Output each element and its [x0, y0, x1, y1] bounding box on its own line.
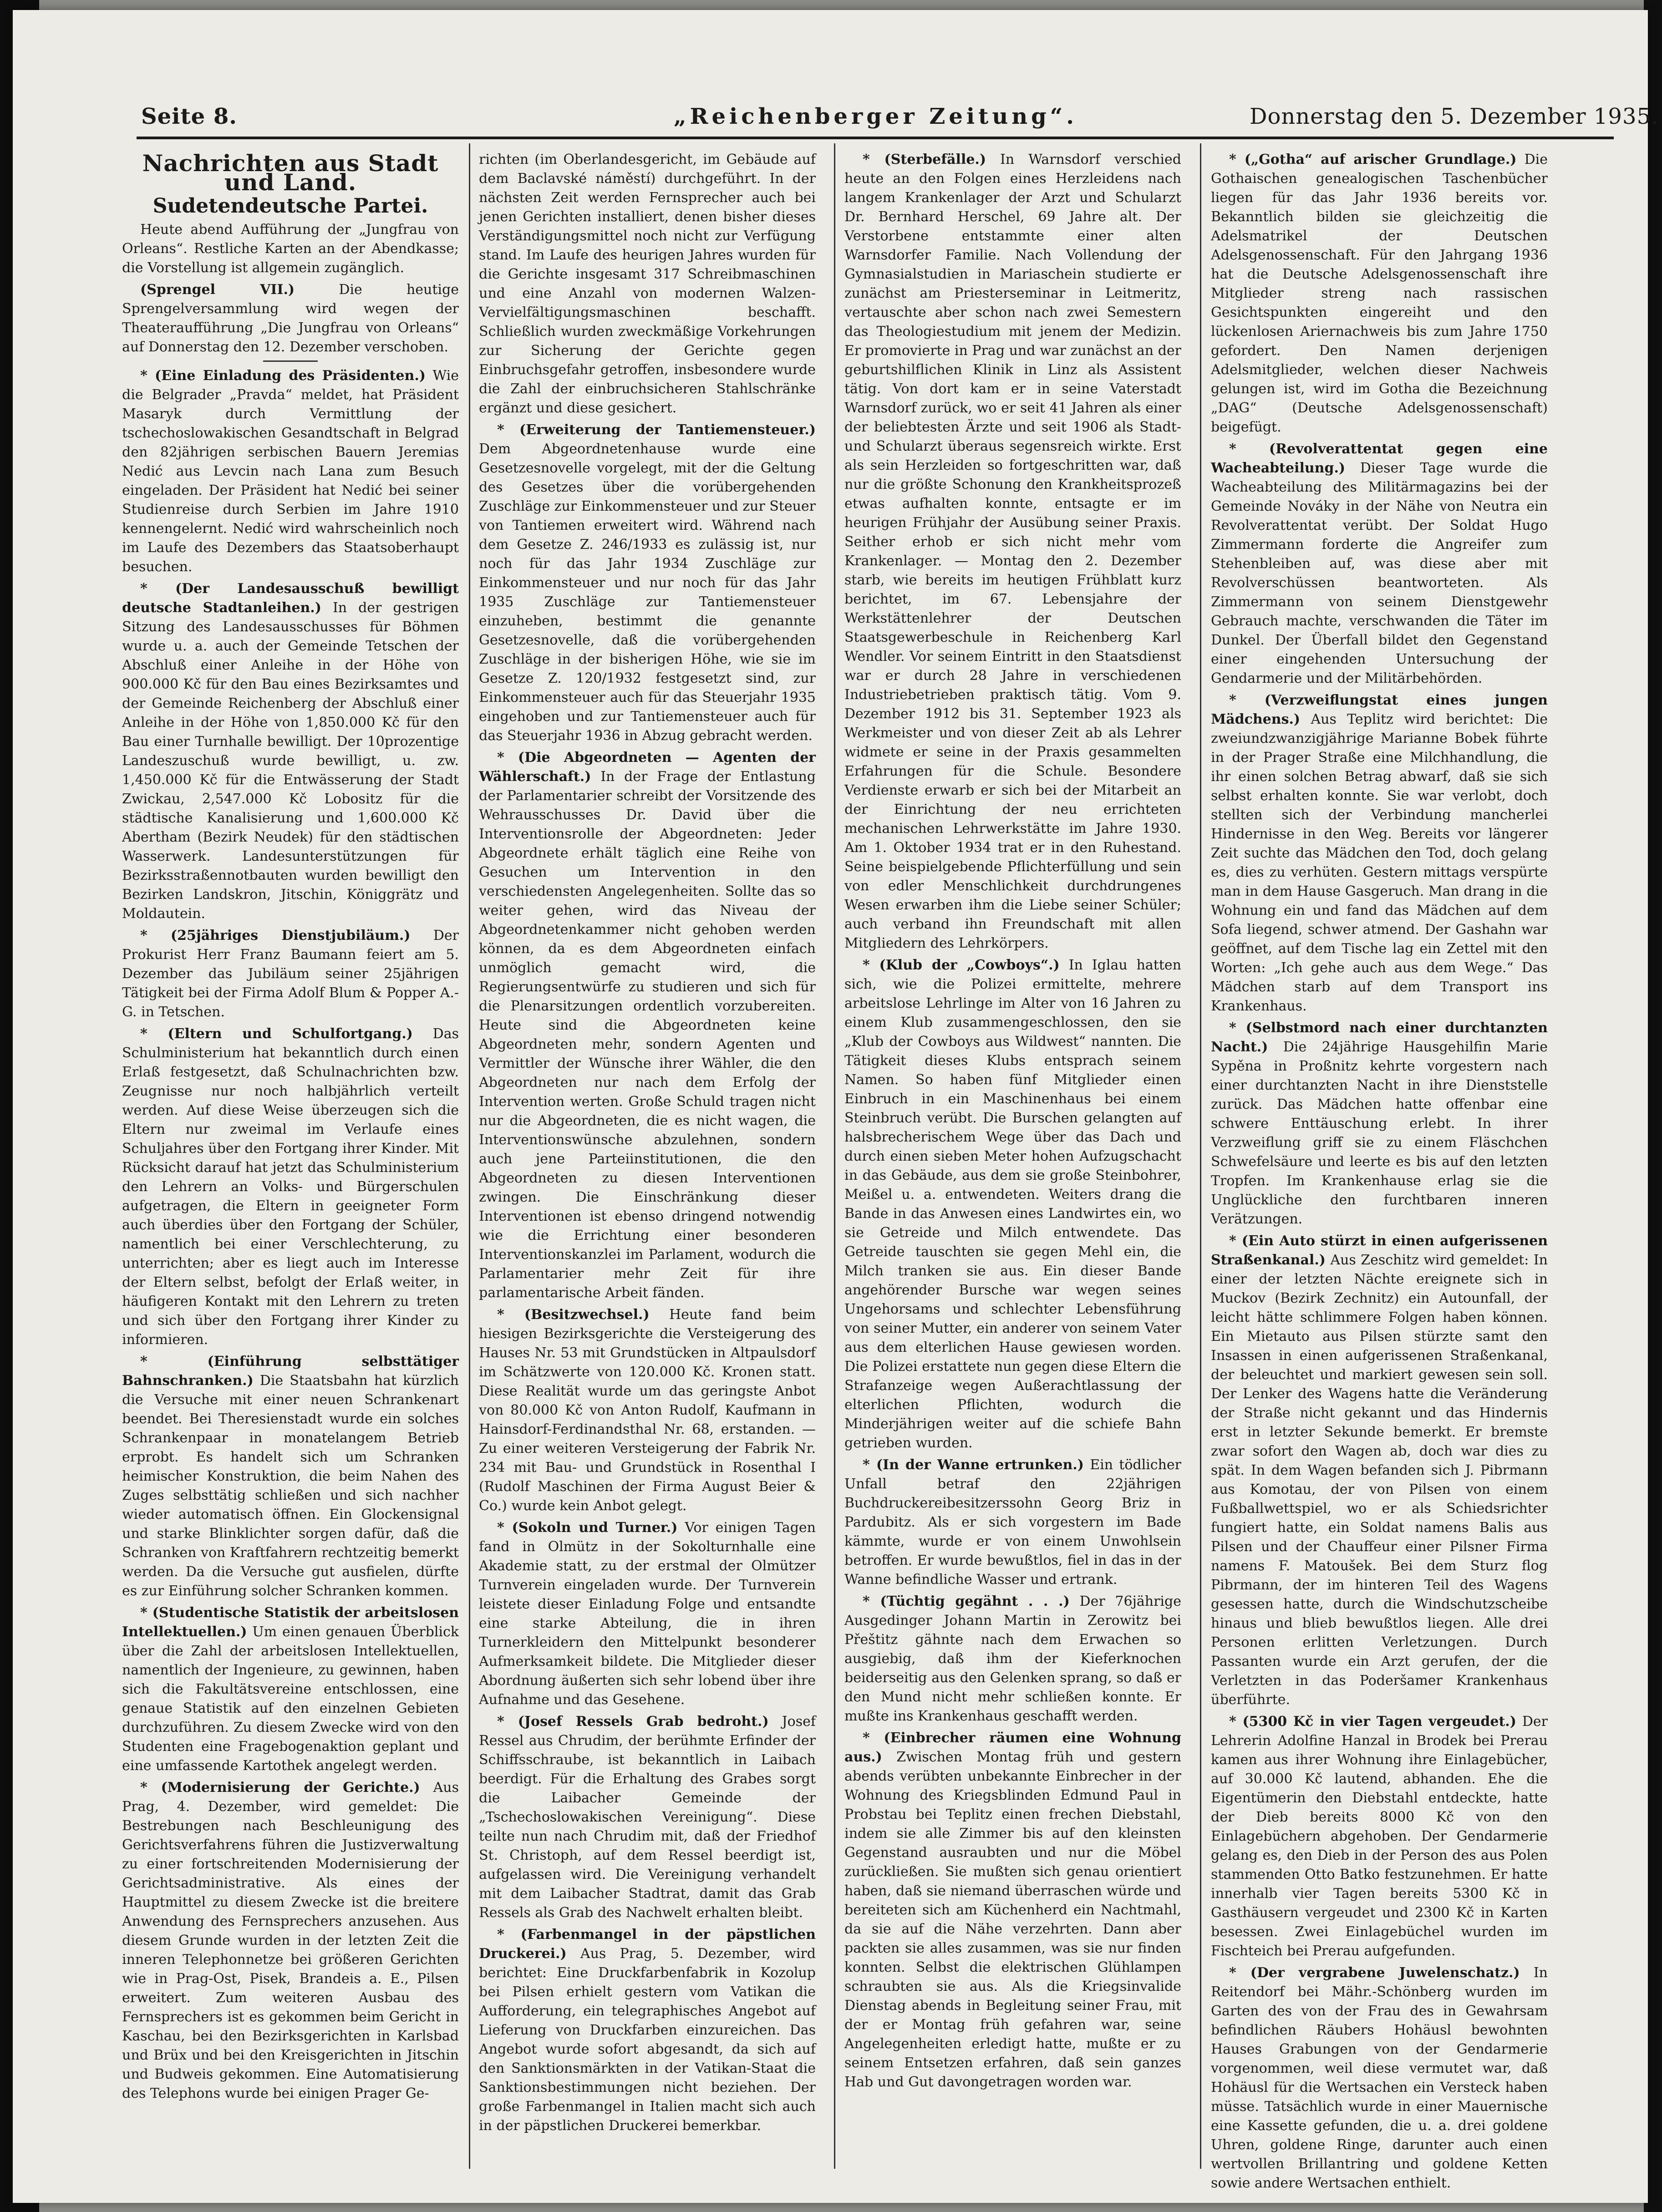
news-item [479, 1712, 816, 1923]
column-divider [834, 143, 835, 2169]
news-headline: * (Sterbefälle.) [863, 152, 986, 167]
news-item [479, 748, 816, 1303]
news-headline: * (Sokoln und Turner.) [497, 1520, 678, 1536]
news-headline: * (Selbstmord nach einer durchtanzten Nacht.) [1211, 1020, 1548, 1055]
news-item [122, 926, 459, 1022]
news-item [844, 1592, 1181, 1726]
news-item [122, 1603, 459, 1776]
news-item [844, 956, 1181, 1453]
news-body: Die heutige Sprengelversammlung wird wegen der Theateraufführung „Die Jungfrau von Orleans“ auf Donnerstag den 12. Dezember verschoben. [122, 282, 459, 355]
news-headline: * (Modernisierung der Gerichte.) [140, 1780, 420, 1796]
news-headline: * (Farbenmangel in der päpstlichen Druckerei.) [479, 1927, 816, 1962]
news-item [479, 150, 816, 418]
news-body: Der Prokurist Herr Franz Baumann feiert am 5. Dezember das Jubiläum seiner 25jährigen Tätigkeit bei der Firma Adolf Blum & Popper A.-G. in Tetschen. [122, 928, 459, 1020]
news-item [1211, 1232, 1548, 1710]
news-item [479, 1518, 816, 1710]
news-item [479, 1925, 816, 2136]
news-item [122, 1352, 459, 1601]
text-column-1 [122, 150, 459, 2176]
news-headline: * (Die Abgeordneten — Agenten der Wählerschaft.) [479, 750, 816, 785]
news-body: In der gestrigen Sitzung des Landesausschusses für Böhmen wurde u. a. auch der Gemeinde Tetschen der Abschluß einer Anleihe in der Höhe von 900.000 Kč für den Bau eines Bezirksamtes und der Gemeinde Reichenberg der Abschluß einer Anleihe in der Höhe von 1,850.000 Kč für den Bau einer Turnhalle bewilligt. Der 10prozentige Landeszuschuß wurde bewilligt, u. zw. 1,450.000 Kč für die Entwässerung der Stadt Zwickau, 2,547.000 Kč Lobositz für die städtische Kanalisierung und 1,600.000 Kč Abertham (Bezirk Neudek) für den städtischen Wasserwerk. Landesunterstützungen für Bezirksstraßennotbauten wurden bewilligt den Bezirken Landskron, Jitschin, Königgrätz und Moldautein. [122, 600, 459, 922]
news-item [1211, 440, 1548, 688]
news-body: Aus Prag, 5. Dezember, wird berichtet: Eine Druckfarbenfabrik in Kozolup bei Pilsen erhielt gestern vom Vatikan die Aufforderung, ein telegraphisches Angebot auf Lieferung von Druckfarben einzureichen. Das Angebot wurde sofort abgesandt, da sich auf den Sanktionsmärkten in der Vatikan-Staat die Sanktionsbestimmungen nicht beziehen. Der große Farbenmangel in Italien macht sich auch in der päpstlichen Druckerei bemerkbar. [479, 1946, 816, 2134]
news-item [1211, 1963, 1548, 2193]
news-body: Dem Abgeordnetenhause wurde eine Gesetzesnovelle vorgelegt, mit der die Geltung des Gesetzes über die vorübergehenden Zuschläge zur Einkommensteuer und zur Steuer von Tantiemen erweitert wird. Während nach dem Gesetze Z. 246/1933 es zulässig ist, nur noch für das Jahr 1934 Zuschläge zur Einkommensteuer und nur noch für das Jahr 1935 Zuschläge zur Tantiemensteuer einzuheben, bestimmt die genannte Gesetzesnovelle, daß die vorübergehenden Zuschläge in der bisherigen Höhe, wie sie im Gesetze Z. 120/1932 festgesetzt sind, zur Einkommensteuer auch für das Steuerjahr 1935 eingehoben und zur Tantiemensteuer auch für das Steuerjahr 1936 in Abzug gebracht werden. [479, 441, 816, 744]
news-headline: * (25jähriges Dienstjubiläum.) [140, 928, 411, 944]
news-headline: * (Tüchtig gegähnt . . .) [863, 1593, 1070, 1609]
text-column-4 [1211, 150, 1548, 2191]
news-headline: * (Revolverattentat gegen eine Wacheabteilung.) [1211, 441, 1548, 476]
news-headline: * („Gotha“ auf arischer Grundlage.) [1229, 152, 1517, 167]
news-headline: * (Eltern und Schulfortgang.) [140, 1026, 413, 1042]
news-headline: * (Der Landesausschuß bewilligt deutsche Stadtanleihen.) [122, 581, 459, 616]
news-item [844, 150, 1181, 953]
news-body: Zwischen Montag früh und gestern abends verübten unbekannte Einbrecher in der Wohnung des Kriegsblinden Edmund Paul in Probstau bei Teplitz einen frechen Diebstahl, indem sie alle Zimmer bis auf den kleinsten Gegenstand ausraubten und nur die Möbel zurückließen. Sie mußten sich genau orientiert haben, daß sie niemand überraschen würde und bereiteten sich am Küchenherd ein Nachtmahl, da sie auf die Nähe verzehrten. Dann aber packten sie alles zusammen, was sie nur finden konnten. Selbst die elektrischen Glühlampen schraubten sie aus. Als die Kriegsinvalide Dienstag abends in Begleitung seiner Frau, mit der er Montag früh gefahren war, seine Angelegenheiten erledigt hatte, mußte er zu seinem Entsetzen erfahren, daß sein ganzes Hab und Gut davongetragen worden war. [844, 1749, 1181, 2090]
news-item [844, 1456, 1181, 1589]
news-item [122, 1778, 459, 2103]
news-headline: * (Studentische Statistik der arbeitslosen Intellektuellen.) [122, 1605, 459, 1640]
news-body: In Warnsdorf verschied heute an den Folgen eines Herzleidens nach langem Krankenlager der Arzt und Schularzt Dr. Bernhard Herschel, 69 Jahre alt. Der Verstorbene entstammte einer alten Warnsdorfer Familie. Nach Vollendung der Gymnasialstudien in Mariaschein studierte er zunächst am Priesterseminar in Leitmeritz, vertauschte aber schon nach zwei Semestern das Theologiestudium mit jenem der Medizin. Er promovierte in Prag und war zunächst an der geburtshilflichen Klinik in Linz als Assistent tätig. Von dort kam er in seine Vaterstadt Warnsdorf zurück, wo er seit 41 Jahren als einer der beliebtesten Ärzte und seit 1906 als Stadt- und Schularzt überaus segensreich wirkte. Erst als sein Herzleiden so fortgeschritten war, daß nur die größte Schonung den Krankheitsprozeß etwas aufhalten konnte, entsagte er im heurigen Frühjahr der Ausübung seiner Praxis. Seither erhob er sich nicht mehr vom Krankenlager. — Montag den 2. Dezember starb, wie bereits im heutigen Frühblatt kurz berichtet, im 67. Lebensjahre der Werkstättenlehrer der Deutschen Staatsgewerbeschule in Reichenberg Karl Wendler. Vor seinem Eintritt in den Staatsdienst war er durch 28 Jahre in verschiedenen Industriebetrieben praktisch tätig. Vom 9. Dezember 1912 bis 31. September 1923 als Werkmeister und von dieser Zeit ab als Lehrer widmete er seine in der Praxis gesammelten Erfahrungen für die Schule. Besondere Verdienste erwarb er sich bei der Mitarbeit an der Einrichtung der neu errichteten mechanischen Lehrwerkstätte im Jahre 1930. Am 1. Oktober 1934 trat er in den Ruhestand. Seine beispielgebende Pflichterfüllung und sein von edler Menschlichkeit durchdrungenes Wesen erwarben ihm die Liebe seiner Schüler; auch verband ihn Freundschaft mit allen Mitgliedern des Lehrkörpers. [844, 152, 1181, 951]
news-headline: * (Josef Ressels Grab bedroht.) [497, 1714, 769, 1730]
news-headline: * (Einbrecher räumen eine Wohnung aus.) [844, 1730, 1181, 1765]
news-headline: * (In der Wanne ertrunken.) [863, 1457, 1084, 1473]
text-column-3 [844, 150, 1181, 2176]
news-body: Die 24jährige Hausgehilfin Marie Sypěna in Proßnitz kehrte vorgestern nach einer durchtanzten Nacht in ihre Dienststelle zurück. Das Mädchen hatte offenbar eine schwere Enttäuschung erlebt. In ihrer Verzweiflung griff sie zu einem Fläschchen Schwefelsäure und leerte es bis auf den letzten Tropfen. Im Krankenhause erlag sie die Unglückliche den furchtbaren inneren Verätzungen. [1211, 1039, 1548, 1227]
news-headline: * (Ein Auto stürzt in einen aufgerissenen Straßenkanal.) [1211, 1233, 1548, 1268]
section-heading: Nachrichten aus Stadt und Land. [142, 150, 439, 196]
news-item [122, 220, 459, 278]
news-body: Aus Teplitz wird berichtet: Die zweiundzwanzigjährige Marianne Bobek führte in der Prager Straße eine Milchhandlung, die ihr einen solchen Betrag abwarf, daß sie sich selbst erhalten konnte. Sie war verlobt, doch stellten sich der Verbindung mancherlei Hindernisse in den Weg. Bereits vor längerer Zeit suchte das Mädchen den Tod, doch gelang es, dies zu verhüten. Gestern mittags verspürte man in dem Hause Gasgeruch. Man drang in die Wohnung ein und fand das Mädchen auf dem Sofa liegend, schwer atmend. Der Gashahn war geöffnet, auf dem Tische lag ein Zettel mit den Worten: „Ich gehe auch aus dem Wege.“ Das Mädchen starb auf dem Transport ins Krankenhaus. [1211, 711, 1548, 1014]
news-item [844, 1729, 1181, 2092]
issue-date: Donnerstag den 5. Dezember 1935. [1250, 104, 1659, 129]
news-body: richten (im Oberlandesgericht, im Gebäude auf dem Baclavské náměstí) durchgeführt. In der nächsten Zeit werden Fernsprecher auch bei jenen Gerichten installiert, denen bisher dieses Verständigungsmittel noch nicht zur Verfügung stand. Im Laufe des heurigen Jahres wurden für die Gerichte insgesamt 317 Schreibmaschinen und eine Anzahl von modernen Walzen-Vervielfältigungsmaschinen beschafft. Schließlich wurden zweckmäßige Vorkehrungen zur Sicherung der Gerichte gegen Einbruchsgefahr getroffen, insbesondere wurde die Zahl der einbruchsicheren Stahlschränke ergänzt und diese gesichert. [479, 152, 816, 416]
news-item [122, 280, 459, 357]
news-item [122, 366, 459, 577]
news-headline: * (Einführung selbsttätiger Bahnschranken.) [122, 1354, 459, 1389]
news-body: Um einen genauen Überblick über die Zahl der arbeitslosen Intellektuellen, namentlich der Ingenieure, zu gewinnen, haben sich die Fakultätsvereine entschlossen, eine genaue Statistik auf den einzelnen Gebieten durchzuführen. Zu diesem Zwecke wird von den Studenten eine Fragebogenaktion geplant und eine umfassende Kartothek angelegt werden. [122, 1624, 459, 1774]
column-divider [469, 143, 470, 2169]
news-body: Heute fand beim hiesigen Bezirksgerichte die Versteigerung des Hauses Nr. 53 mit Grundstücken in Altpaulsdorf im Schätzwerte von 120.000 Kč. Kronen statt. Diese Realität wurde um das geringste Anbot von 80.000 Kč von Anton Rudolf, Kaufmann in Hainsdorf-Ferdinandsthal Nr. 68, erstanden. — Zu einer weiteren Versteigerung der Fabrik Nr. 234 mit Bau- und Grundstück in Rosenthal I (Rudolf Maschinen der Firma August Beier & Co.) wurde kein Anbot gelegt. [479, 1307, 816, 1514]
news-headline: * (Klub der „Cowboys“.) [863, 957, 1060, 973]
news-body: Das Schulministerium hat bekanntlich durch einen Erlaß festgesetzt, daß Schulnachrichten bzw. Zeugnisse nur noch halbjährlich verteilt werden. Auf diese Weise überzeugen sich die Eltern nur zweimal im Verlaufe eines Schuljahres über den Fortgang ihrer Kinder. Mit Rücksicht darauf hat jetzt das Schulministerium den Lehrern an Volks- und Bürgerschulen aufgetragen, die Eltern in geeigneter Form auch überdies über den Fortgang der Schüler, namentlich bei einer Verschlechterung, zu unterrichten; aber es liegt auch im Interesse der Eltern selbst, befolgt der Erlaß weiter, in häufigeren Kontakt mit den Lehrern zu treten und sich über den Fortgang ihrer Kinder zu informieren. [122, 1026, 459, 1348]
news-item [1211, 1019, 1548, 1229]
news-headline: * (Eine Einladung des Präsidenten.) [140, 368, 426, 384]
news-item [1211, 691, 1548, 1016]
news-body: Josef Ressel aus Chrudim, der berühmte Erfinder der Schiffsschraube, ist bekanntlich in Laibach beerdigt. Für die Erhaltung des Grabes sorgt die Laibacher Gemeinde der „Tschechoslowakischen Vereinigung“. Diese teilte nun nach Chrudim mit, daß der Friedhof St. Christoph, auf dem Ressel beerdigt ist, aufgelassen wird. Die Vereinigung verhandelt mit dem Laibacher Stadtrat, damit das Grab Ressels als Grab des Nachwelt erhalten bleibt. [479, 1714, 816, 1921]
header-rule [137, 137, 1614, 139]
news-headline: * (Verzweiflungstat eines jungen Mädchens.) [1211, 692, 1548, 727]
subsection-heading: Sudetendeutsche Partei. [152, 194, 428, 218]
news-headline: * (5300 Kč in vier Tagen vergeudet.) [1229, 1714, 1516, 1730]
short-rule [263, 360, 318, 362]
news-body: Der Lehrerin Adolfine Hanzal in Brodek bei Prerau kamen aus ihrer Wohnung ihre Einlagebücher, auf 30.000 Kč lautend, abhanden. Ehe die Eigentümerin den Diebstahl entdeckte, hatte der Dieb bereits 8000 Kč von den Einlagebüchern abgehoben. Der Gendarmerie gelang es, den Dieb in der Person des aus Polen stammenden Otto Batko festzunehmen. Er hatte innerhalb vier Tagen bereits 5300 Kč in Gasthäusern vergeudet und 2300 Kč in Karten besessen. Zwei Einlagebüchel wurden im Fischteich bei Prerau aufgefunden. [1211, 1714, 1548, 1959]
news-body: In Iglau hatten sich, wie die Polizei ermittelte, mehrere arbeitslose Lehrlinge im Alter von 16 Jahren zu einem Klub zusammengeschlossen, den sie „Klub der Cowboys aus Wildwest“ nannten. Die Tätigkeit dieses Klubs entsprach seinem Namen. So haben fünf Mitglieder einen Einbruch in ein Maschinenhaus bei einem Steinbruch verübt. Die Burschen gelangten auf halsbrecherischem Wege über das Dach und durch einen sieben Meter hohen Aufzugschacht in das Gebäude, aus dem sie große Steinbohrer, Meißel u. a. entwendeten. Weiters drang die Bande in das Anwesen eines Landwirtes ein, wo sie Getreide und Milch entwendete. Das Getreide tauschten sie gegen Mehl ein, die Milch tranken sie aus. Ein dieser Bande angehörender Bursche war wegen seines Ungehorsams und schlechter Lebensführung von seiner Mutter, ein anderer von seinem Vater aus dem elterlichen Hause gewiesen worden. Die Polizei erstattete nun gegen diese Eltern die Strafanzeige wegen Außerachtlassung der elterlichen Pflichten, wodurch die Minderjährigen weiter auf die schiefe Bahn getrieben wurden. [844, 957, 1181, 1451]
news-item [479, 1305, 816, 1516]
text-column-2 [479, 150, 816, 2176]
news-body: Vor einigen Tagen fand in Olmütz in der Sokolturnhalle eine Akademie statt, zu der erstmal der Olmützer Turnverein eingeladen wurde. Der Turnverein leistete dieser Einladung Folge und entsandte eine starke Abteilung, die in ihren Turnerkleidern den Mittelpunkt besonderer Aufmerksamkeit bildete. Die Mitglieder dieser Abordnung äußerten sich sehr lobend über ihre Aufnahme und das Gesehene. [479, 1520, 816, 1708]
page-number: Seite 8. [141, 104, 237, 129]
news-body: Aus Prag, 4. Dezember, wird gemeldet: Die Bestrebungen nach Beschleunigung des Gerichtsverfahrens führen die Justizverwaltung zu einer fortschreitenden Modernisierung der Gerichtsadministrative. Als eines der Hauptmittel zu diesem Zwecke ist die breitere Anwendung des Fernsprechers anzusehen. Aus diesem Grunde wurden in der letzten Zeit die inneren Telephonnetze bei größeren Gerichten wie in Prag-Ost, Pisek, Brandeis a. E., Pilsen erweitert. Zum weiteren Ausbau des Fernsprechers ist es gekommen beim Gericht in Kaschau, bei den Bezirksgerichten in Karlsbad und Brüx und bei den Kreisgerichten in Jitschin und Budweis gekommen. Eine Automatisierung des Telephons wurde bei einigen Prager Ge- [122, 1780, 459, 2101]
news-item [479, 421, 816, 746]
news-body: Der 76jährige Ausgedinger Johann Martin in Zerowitz bei Přeštitz gähnte nach dem Erwachen so ausgiebig, daß ihm der Kieferknochen beiderseitig aus den Gelenken sprang, so daß er den Mund nicht mehr schließen konnte. Er mußte ins Krankenhaus geschafft werden. [844, 1593, 1181, 1724]
news-body: Die Gothaischen genealogischen Taschenbücher liegen für das Jahr 1936 bereits vor. Bekanntlich bilden sie gleichzeitig die Adelsmatrikel der Deutschen Adelsgenossenschaft. Für den Jahrgang 1936 hat die Deutsche Adelsgenossenschaft ihre Mitglieder streng nach rassischen Gesichtspunkten eingereiht und den lückenlosen Ariernachweis bis zum Jahre 1750 gefordert. Den Namen derjenigen Adelsmitglieder, welchen dieser Nachweis gelungen ist, wird im Gotha die Bezeichnung „DAG“ (Deutsche Adelsgenossenschaft) beigefügt. [1211, 152, 1548, 435]
news-headline: (Sprengel VII.) [140, 282, 295, 298]
news-body: In Reitendorf bei Mähr.-Schönberg wurden im Garten des von der Frau des in Gewahrsam befindlichen Räubers Hohäusl bewohnten Hauses Grabungen von der Gendarmerie vorgenommen, weil diese vermutet war, daß Hohäusl für die Wertsachen ein Versteck haben müsse. Tatsächlich wurde in einer Mauernische eine Kassette gefunden, die u. a. drei goldene Uhren, goldene Ringe, darunter auch einen wertvollen Brillantring und goldene Ketten sowie andere Wertsachen enthielt. [1211, 1965, 1548, 2191]
news-body: Wie die Belgrader „Pravda“ meldet, hat Präsident Masaryk durch Vermittlung der tschechoslowakischen Gesandtschaft in Belgrad den 82jährigen serbischen Bauern Jeremias Nedić aus Levcin nach Lana zum Besuch eingeladen. Der Präsident hat Nedić bei seiner Studienreise durch Serbien im Jahre 1910 kennengelernt. Nedić wird wahrscheinlich noch im Laufe des Dezembers das Staatsoberhaupt besuchen. [122, 368, 459, 575]
masthead-title: „Reichenberger Zeitung“. [674, 104, 1078, 129]
news-headline: * (Besitzwechsel.) [497, 1307, 650, 1323]
news-body: In der Frage der Entlastung der Parlamentarier schreibt der Vorsitzende des Wehrausschusses Dr. David über die Interventionsrolle der Abgeordneten: Jeder Abgeordnete erhält täglich eine Reihe von Gesuchen um Intervention in den verschiedensten Angelegenheiten. Sollte das so weiter gehen, wird das Niveau der Abgeordnetenkammer nicht gehoben werden können, da es dem Abgeordneten einfach unmöglich gemacht wird, die Regierungsentwürfe zu studieren und sich für die Plenarsitzungen ordentlich vorzubereiten. Heute sind die Abgeordneten keine Abgeordneten mehr, sondern Agenten und Vermittler der Wünsche ihrer Wähler, die den Abgeordneten nur nach dem Erfolg der Intervention werten. Große Schuld tragen nicht nur die Abgeordneten, die es nicht wagen, die Interventionswünsche abzulehnen, sondern auch jene Parteiinstitutionen, die den Abgeordneten zu diesen Interventionen zwingen. Die Einschränkung dieser Interventionen ist ebenso dringend notwendig wie die Errichtung einer besonderen Interventionskanzlei im Parlament, wodurch die Parlamentarier mehr Zeit für ihre parlamentarische Arbeit fänden. [479, 769, 816, 1301]
news-item [1211, 1712, 1548, 1961]
news-body: Heute abend Aufführung der „Jungfrau von Orleans“. Restliche Karten an der Abendkasse; die Vorstellung ist allgemein zugänglich. [122, 222, 459, 276]
news-body: Dieser Tage wurde die Wacheabteilung des Militärmagazins bei der Gemeinde Nováky in der Nähe von Neutra ein Revolverattentat verübt. Der Soldat Hugo Zimmermann forderte die Angreifer zum Stehenbleiben auf, was diese aber mit Revolverschüssen beantworteten. Als Zimmermann von seinem Dienstgewehr Gebrauch machte, verschwanden die Täter im Dunkel. Der Überfall bildet den Gegenstand einer eingehenden Untersuchung der Gendarmerie und der Militärbehörden. [1211, 460, 1548, 686]
news-item [122, 579, 459, 923]
news-item [122, 1025, 459, 1350]
news-headline: * (Erweiterung der Tantiemensteuer.) [497, 422, 816, 438]
news-item [1211, 150, 1548, 437]
news-body: Ein tödlicher Unfall betraf den 22jährigen Buchdruckereibesitzerssohn Georg Briz in Pardubitz. Als er sich vorgestern im Bade kämmte, wurde er von einem Unwohlsein betroffen. Er wurde bewußtlos, fiel in das in der Wanne befindliche Wasser und ertrank. [844, 1457, 1181, 1588]
news-body: Die Staatsbahn hat kürzlich die Versuche mit einer neuen Schrankenart beendet. Bei Theresienstadt wurde ein solches Schrankenpaar in monatelangem Betrieb erprobt. Es handelt sich um Schranken heimischer Konstruktion, die beim Nahen des Zuges selbsttätig schließen und sich nachher wieder automatisch öffnen. Ein Glockensignal und starke Blinklichter sorgen dafür, daß die Schranken von Kraftfahrern rechtzeitig bemerkt werden. Da die Versuche gut ausfielen, dürfte es zur Einführung solcher Schranken kommen. [122, 1373, 459, 1599]
column-divider [1200, 143, 1201, 2169]
news-headline: * (Der vergrabene Juwelenschatz.) [1229, 1965, 1520, 1981]
news-body: Aus Zeschitz wird gemeldet: In einer der letzten Nächte ereignete sich in Muckov (Bezirk Zechnitz) ein Autounfall, der leicht hätte schlimmere Folgen haben können. Ein Mietauto aus Pilsen stürzte samt den Insassen in einen aufgerissenen Straßenkanal, der beleuchtet und markiert gewesen sein soll. Der Lenker des Wagens hatte die Veränderung der Straße nicht gekannt und das Hindernis erst in letzter Sekunde bemerkt. Er bremste zwar sofort den Wagen ab, doch war dies zu spät. In dem Wagen befanden sich J. Pibrmann aus Komotau, der von Pilsen von einem Fußballwettspiel, wo er als Schiedsrichter fungiert hatte, ein Soldat namens Balis aus Pilsen und der Chauffeur einer Pilsner Firma namens F. Matoušek. Bei dem Sturz flog Pibrmann, der im hinteren Teil des Wagens gesessen hatte, durch die Windschutzscheibe hinaus und blieb bewußtlos liegen. Alle drei Personen erlitten Verletzungen. Durch Passanten wurde ein Arzt gerufen, der die Verletzten in das Poderšamer Krankenhaus überführte. [1211, 1252, 1548, 1708]
